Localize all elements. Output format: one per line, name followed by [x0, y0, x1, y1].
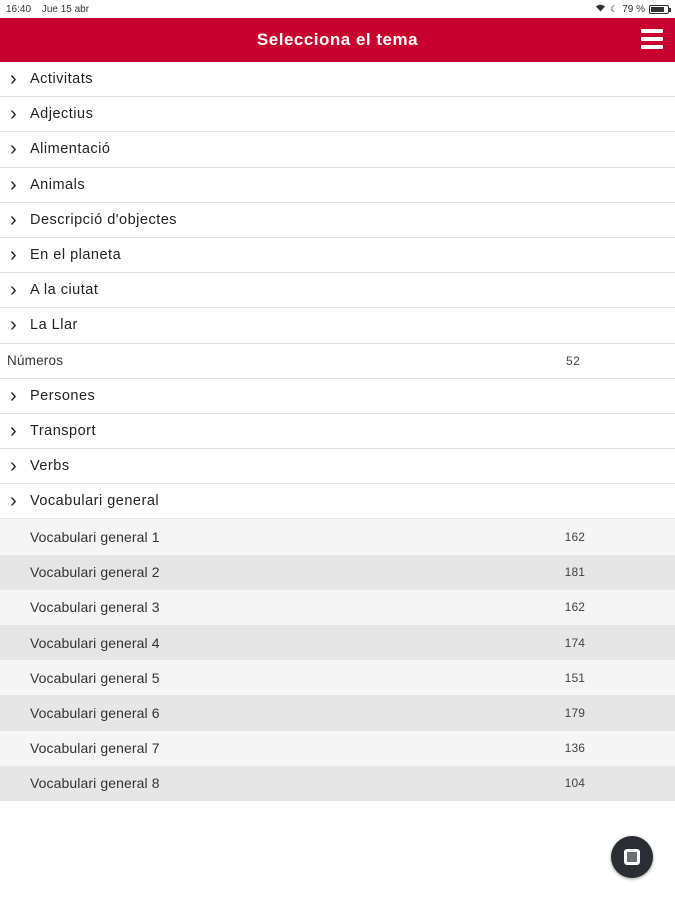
chevron-right-icon: › [10, 279, 18, 302]
app-header [0, 18, 675, 62]
subtopic-row[interactable] [0, 695, 675, 730]
category-row[interactable] [0, 379, 675, 414]
menu-bar-top [641, 29, 663, 33]
status-time: 16:40 [6, 3, 32, 15]
subtopic-row[interactable] [0, 766, 675, 801]
status-date: Jue 15 abr [41, 3, 90, 15]
subtopic-label: Vocabulari general 6 [30, 704, 160, 721]
category-row[interactable] [0, 238, 675, 273]
subtopic-label: Vocabulari general 4 [30, 634, 160, 651]
category-label: Animals [30, 176, 86, 193]
subtopic-row[interactable] [0, 731, 675, 766]
stop-square-icon [624, 849, 640, 865]
category-label: Descripció d'objectes [30, 211, 178, 228]
subtopic-label: Vocabulari general 5 [30, 669, 160, 686]
category-label: Vocabulari general [30, 493, 160, 510]
chevron-right-icon: › [10, 314, 18, 337]
battery-percent: 79 % [622, 3, 645, 15]
category-label: Activitats [30, 71, 94, 88]
chevron-right-icon: › [10, 208, 18, 231]
category-row[interactable] [0, 203, 675, 238]
subtopic-label: Vocabulari general 8 [30, 775, 160, 792]
moon-icon: ☾ [610, 3, 619, 14]
status-right [595, 3, 669, 15]
subtopic-label: Vocabulari general 3 [30, 599, 160, 616]
category-label: Alimentació [30, 141, 111, 158]
subtopic-count: 162 [564, 600, 585, 615]
subtopic-row[interactable] [0, 519, 675, 554]
category-label: Verbs [30, 458, 70, 475]
category-label: Transport [30, 422, 97, 439]
chevron-right-icon: › [10, 173, 18, 196]
chevron-right-icon: › [10, 138, 18, 161]
chevron-right-icon: › [10, 455, 18, 478]
subtopic-count: 136 [564, 741, 585, 756]
battery-icon [649, 5, 669, 14]
subtopic-row[interactable] [0, 590, 675, 625]
subtopic-count: 181 [564, 565, 585, 580]
category-row[interactable] [0, 273, 675, 308]
category-label: Adjectius [30, 106, 94, 123]
subtopic-count: 162 [564, 530, 585, 545]
subtopic-row[interactable] [0, 625, 675, 660]
chevron-right-icon: › [10, 419, 18, 442]
subtopic-count: 151 [564, 670, 585, 685]
subtopic-label: Vocabulari general 7 [30, 740, 160, 757]
category-label: A la ciutat [30, 282, 99, 299]
category-label: En el planeta [30, 247, 122, 264]
category-row[interactable] [0, 62, 675, 97]
menu-bar-bottom [641, 45, 663, 49]
page-title: Selecciona el tema [256, 30, 419, 49]
category-count: 52 [566, 353, 581, 368]
category-row[interactable] [0, 344, 675, 379]
subtopic-row[interactable] [0, 660, 675, 695]
chevron-right-icon: › [10, 68, 18, 91]
chevron-right-icon: › [10, 490, 18, 513]
subtopic-label: Vocabulari general 1 [30, 529, 160, 546]
subtopic-count: 174 [564, 635, 585, 650]
subtopic-label: Vocabulari general 2 [30, 564, 160, 581]
status-bar [0, 0, 675, 18]
floating-stop-button[interactable] [611, 836, 653, 878]
category-row[interactable] [0, 449, 675, 484]
menu-bar-middle [641, 37, 663, 41]
category-row[interactable] [0, 308, 675, 343]
category-row[interactable] [0, 484, 675, 519]
category-label: Números [7, 353, 64, 369]
category-label: Persones [30, 387, 96, 404]
subtopic-count: 104 [564, 776, 585, 791]
chevron-right-icon: › [10, 244, 18, 267]
status-left [6, 4, 97, 15]
category-label: La Llar [30, 317, 78, 334]
category-row[interactable] [0, 414, 675, 449]
subtopic-row[interactable] [0, 555, 675, 590]
subtopic-count: 179 [564, 705, 585, 720]
topic-list [0, 62, 675, 801]
hamburger-menu-icon[interactable] [641, 29, 663, 49]
wifi-icon [595, 3, 606, 15]
chevron-right-icon: › [10, 103, 18, 126]
category-row[interactable] [0, 132, 675, 167]
category-row[interactable] [0, 168, 675, 203]
battery-level [651, 7, 664, 12]
category-row[interactable] [0, 97, 675, 132]
chevron-right-icon: › [10, 384, 18, 407]
